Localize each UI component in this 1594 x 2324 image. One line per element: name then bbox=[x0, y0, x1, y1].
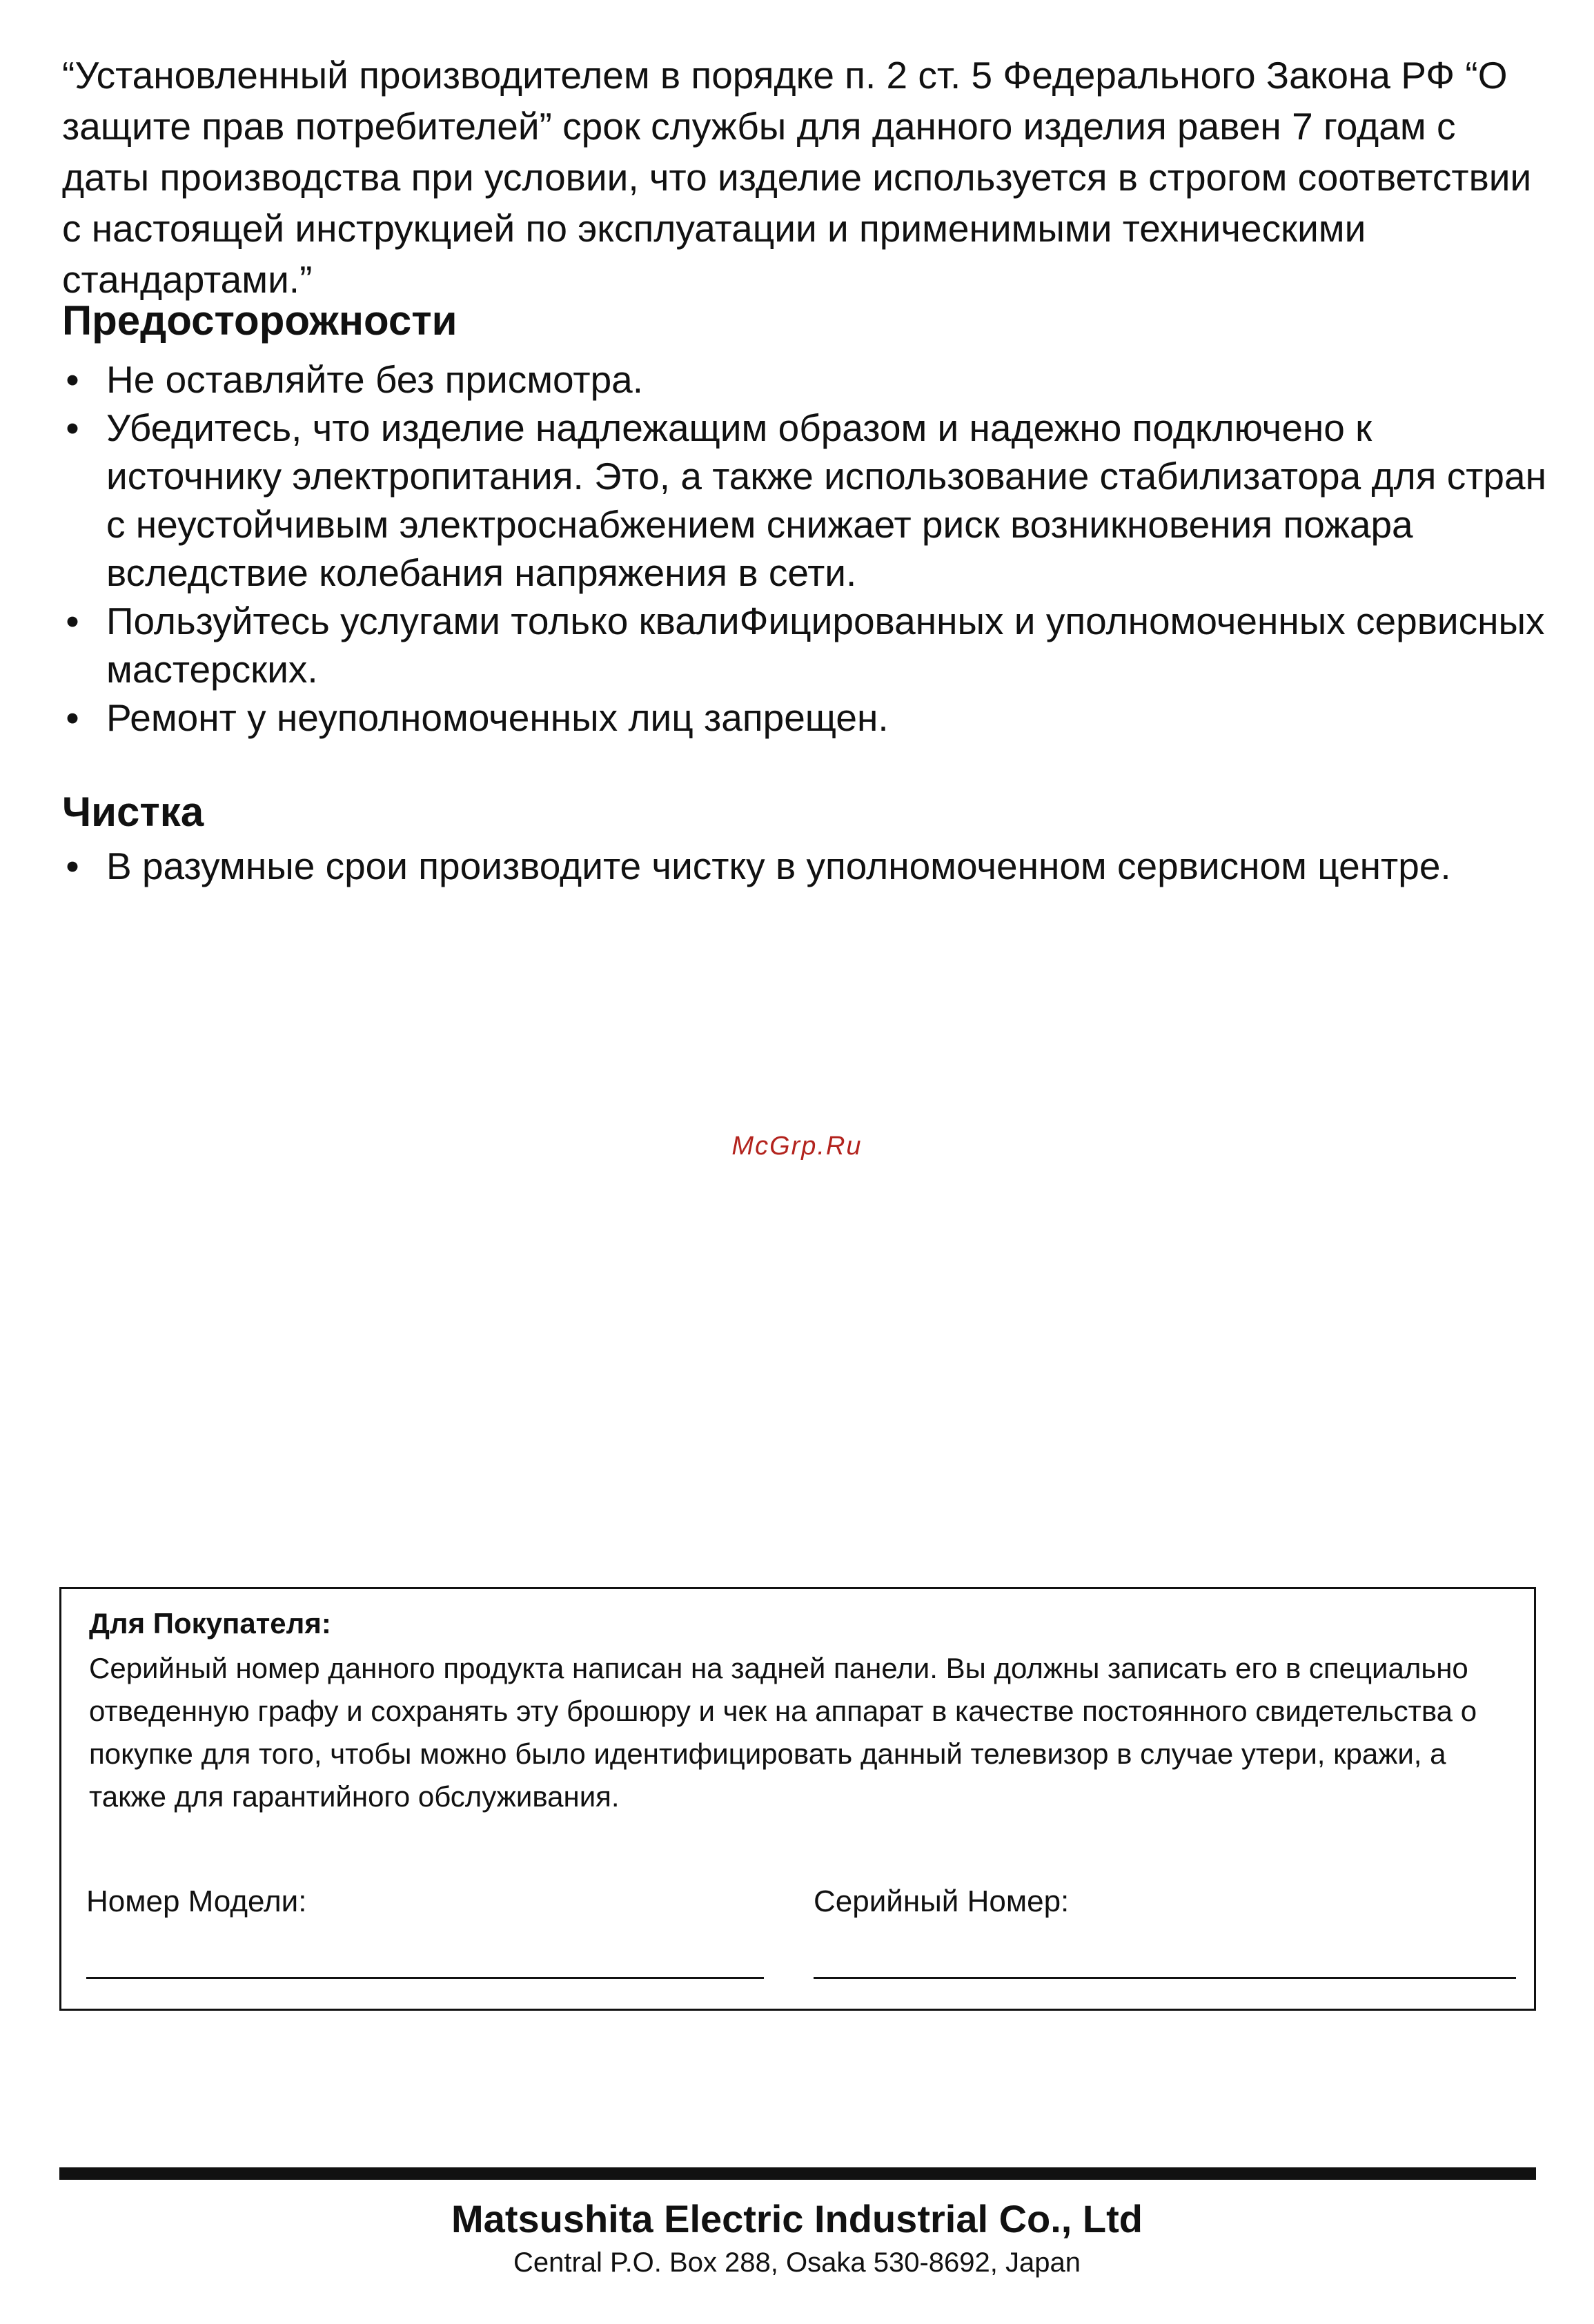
cleaning-list bbox=[62, 842, 1553, 890]
model-number-field[interactable] bbox=[86, 1977, 764, 1979]
bullet-icon: • bbox=[66, 696, 79, 739]
company-address: Central P.O. Box 288, Osaka 530-8692, Japan bbox=[513, 2247, 1081, 2278]
footer-divider bbox=[59, 2167, 1536, 2180]
list-item bbox=[62, 842, 1553, 890]
bullet-icon: • bbox=[66, 406, 79, 449]
list-item bbox=[62, 404, 1553, 597]
buyer-box-title: Для Покупателя: bbox=[89, 1607, 331, 1639]
serial-number-field[interactable] bbox=[814, 1977, 1516, 1979]
bullet-icon: • bbox=[66, 845, 79, 887]
precautions-list bbox=[62, 355, 1553, 742]
list-item bbox=[62, 597, 1553, 693]
list-item bbox=[62, 693, 1553, 742]
bullet-icon: • bbox=[66, 600, 79, 642]
cleaning-heading: Чистка bbox=[62, 789, 204, 835]
list-item bbox=[62, 355, 1553, 404]
list-item-text: Пользуйтесь услугами только квалиФицированных и уполномоченных сервисных мастерских. bbox=[106, 600, 1545, 691]
serial-number-label: Серийный Номер: bbox=[814, 1884, 1070, 1918]
list-item-text: В разумные срои производите чистку в уполномоченном сервисном центре. bbox=[106, 845, 1451, 887]
company-name: Matsushita Electric Industrial Co., Ltd bbox=[451, 2197, 1143, 2241]
buyer-box-text: Серийный номер данного продукта написан на задней панели. Вы должны записать его в специально отведенную графу и сохранять эту брошюру и чек на аппарат в качестве постоянного свидетельства о покупке для того, чтобы можно было идентифицировать данный телевизор в случае утери, кражи, а также для гарантийного обслуживания. bbox=[89, 1652, 1477, 1813]
service-life-paragraph: “Установленный производителем в порядке п. 2 ст. 5 Федерального Закона РФ “О защите прав потребителей” срок службы для данного изделия равен 7 годам с даты производства при условии, что изделие используется в строгом соответствии с настоящей инструкцией по эксплуатации и применимыми техническими стандартами.” bbox=[62, 54, 1532, 301]
list-item-text: Не оставляйте без присмотра. bbox=[106, 358, 644, 401]
watermark-text: McGrp.Ru bbox=[731, 1132, 863, 1161]
bullet-icon: • bbox=[66, 358, 79, 401]
buyer-info-box bbox=[59, 1587, 1536, 2011]
list-item-text: Ремонт у неуполномоченных лиц запрещен. bbox=[106, 696, 889, 739]
precautions-heading: Предосторожности bbox=[62, 297, 457, 344]
model-number-label: Номер Модели: bbox=[86, 1884, 307, 1918]
list-item-text: Убедитесь, что изделие надлежащим образом и надежно подключено к источнику электропитания. Это, а также использование стабилизатора для стран с неустойчивым электроснабжением снижает риск возникновения пожара вследствие колебания напряжения в сети. bbox=[106, 406, 1546, 594]
